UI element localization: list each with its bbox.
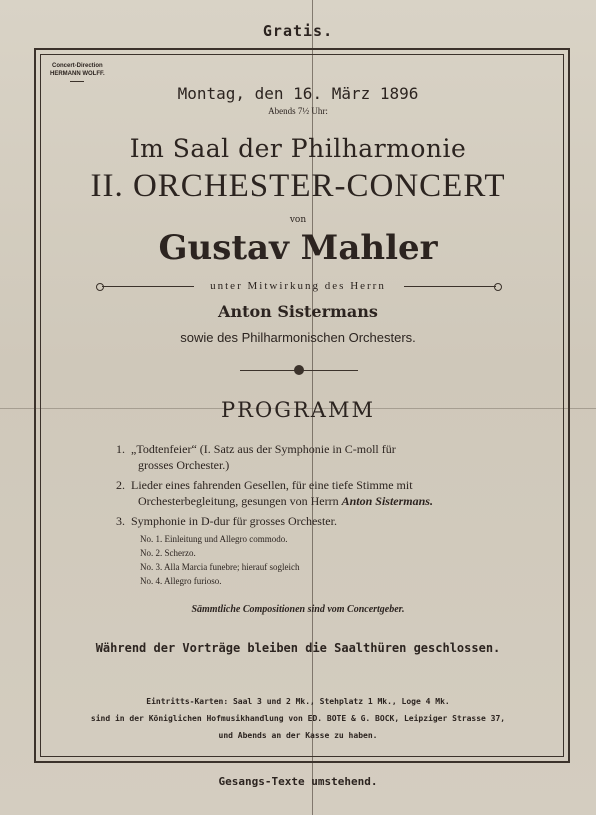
program-item-number: 2. — [116, 478, 125, 492]
movement-item: No. 4. Allegro furioso. — [140, 576, 222, 586]
program-item-text: Symphonie in D-dur für grosses Orchester. — [131, 514, 337, 528]
composer-name: Gustav Mahler — [158, 228, 438, 268]
concert-time: Abends 7½ Uhr: — [268, 106, 328, 116]
von-label: von — [289, 215, 307, 225]
divider-ornament-rosette — [294, 365, 304, 375]
concert-direction-stamp — [50, 62, 105, 82]
program-item-text: Lieder eines fahrenden Gesellen, für eine tiefe Stimme mit — [131, 478, 413, 492]
movement-item: No. 1. Einleitung und Allegro commodo. — [140, 534, 288, 544]
concert-title: II. ORCHESTER-CONCERT — [90, 168, 506, 204]
venue-heading: Im Saal der Philharmonie — [129, 134, 467, 163]
orchestra-line: sowie des Philharmonischen Orchesters. — [180, 330, 416, 345]
ticket-prices-line: Eintritts-Karten: Saal 3 und 2 Mk., Stehplatz 1 Mk., Loge 4 Mk. — [146, 697, 450, 706]
ticket-vendor-line: sind in der Königlichen Hofmusikhandlung von ED. BOTE & G. BOCK, Leipziger Strasse 37, — [90, 714, 506, 723]
program-item-text: Orchesterbegleitung, gesungen von Herrn — [138, 494, 342, 508]
programm-heading: PROGRAMM — [221, 398, 375, 422]
gratis-label: Gratis. — [262, 22, 334, 40]
program-soloist-name: Anton Sistermans. — [341, 494, 433, 508]
ticket-boxoffice-line: und Abends an der Kasse zu haben. — [218, 731, 378, 740]
movement-item: No. 2. Scherzo. — [140, 548, 196, 558]
footer-song-texts-note: Gesangs-Texte umstehend. — [218, 775, 378, 788]
concert-date: Montag, den 16. März 1896 — [177, 84, 419, 103]
program-item-2 — [116, 478, 413, 493]
program-item-number: 3. — [116, 514, 125, 528]
doors-notice: Während der Vorträge bleiben die Saalthüren geschlossen. — [95, 641, 501, 655]
compositions-note: Sämmtliche Compositionen sind vom Concertgeber. — [191, 604, 405, 615]
program-item-1 — [116, 442, 396, 457]
soloist-name: Anton Sistermans — [218, 302, 378, 321]
direction-line-2: HERMANN WOLFF. — [50, 71, 105, 77]
direction-line-1: Concert-Direction — [52, 63, 103, 69]
program-item-text: „Todtenfeier“ (I. Satz aus der Symphonie in C-moll für — [131, 442, 396, 456]
program-item-2-continuation — [138, 494, 433, 509]
participation-line: unter Mitwirkung des Herrn — [210, 280, 386, 292]
program-item-3 — [116, 514, 337, 529]
movement-item: No. 3. Alla Marcia funebre; hierauf sogleich — [140, 562, 300, 572]
program-item-1-continuation: grosses Orchester.) — [138, 458, 230, 472]
program-item-number: 1. — [116, 442, 125, 456]
direction-rule — [70, 81, 84, 82]
